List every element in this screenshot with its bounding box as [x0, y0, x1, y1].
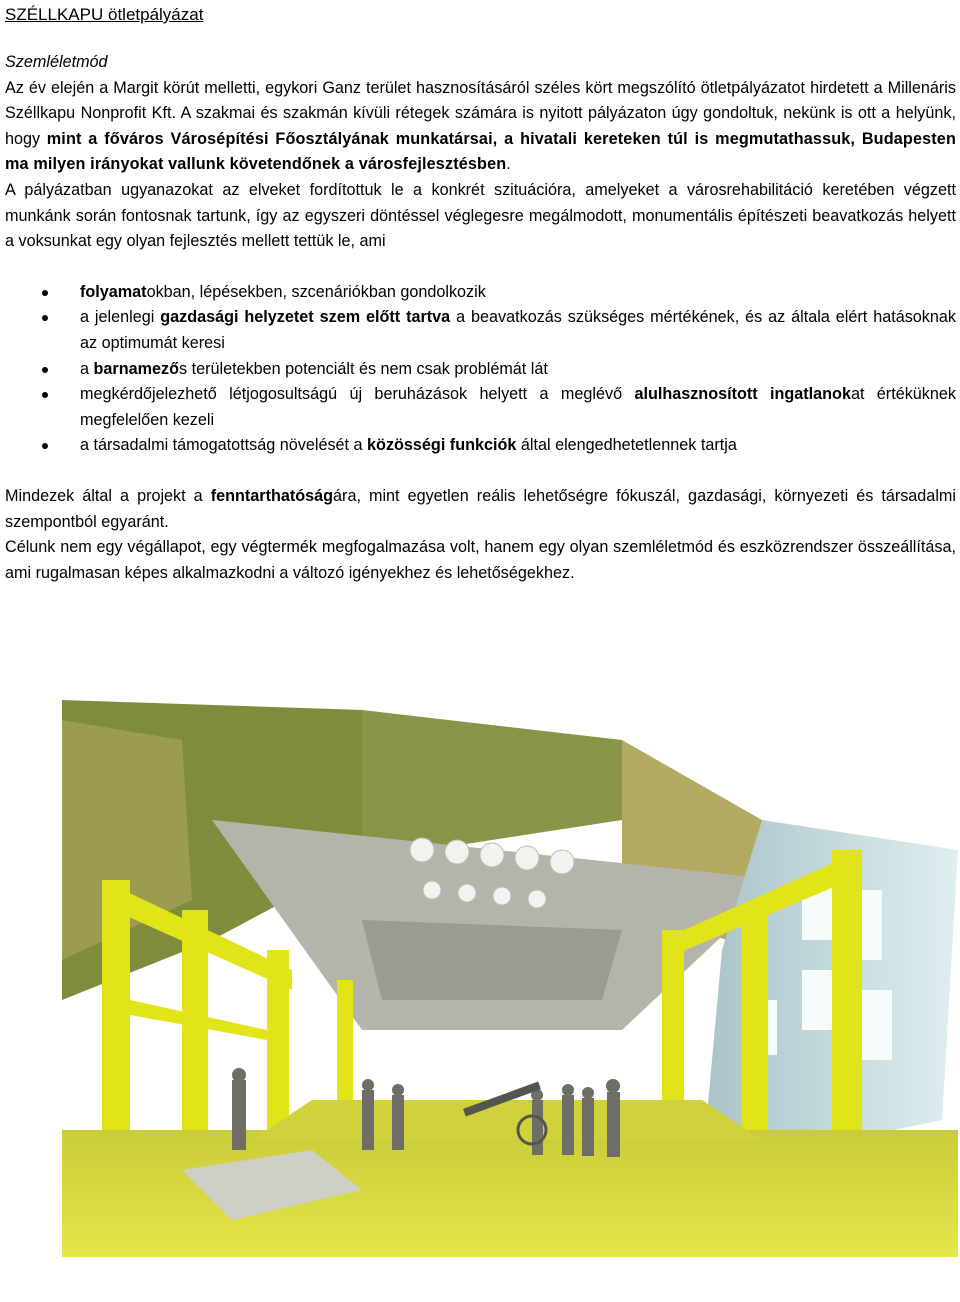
- ceiling-beam: [362, 920, 622, 1000]
- list-item-text: a jelenlegi: [80, 308, 161, 327]
- list-item-text: a társadalmi támogatottság növelését a: [80, 436, 368, 455]
- bullet-icon: [42, 315, 48, 321]
- foliage-panel-top: [362, 710, 622, 860]
- bullet-icon: [42, 443, 48, 449]
- list-item-text: s területekben potenciált és nem csak problémát lát: [178, 359, 548, 378]
- list-item: [5, 382, 956, 433]
- list-item-bold: gazdasági helyzetet szem előtt tartva: [160, 308, 451, 327]
- list-item-text: megkérdőjelezhető létjogosultságú új beruházások helyett a meglévő: [80, 385, 635, 404]
- list-item-bold: alulhasznosított ingatlanok: [634, 385, 851, 404]
- list-item-text: okban, lépésekben, szcenáriókban gondolkozik: [146, 282, 486, 301]
- list-item-text: at értéküknek megfelelően kezeli: [80, 385, 956, 429]
- architectural-rendering: [62, 700, 958, 1257]
- bullet-icon: [42, 290, 48, 296]
- rendering-canvas: [62, 700, 958, 1257]
- list-item: [5, 433, 956, 459]
- principles-list: [5, 280, 956, 459]
- bullet-icon: [42, 392, 48, 398]
- list-item-text: a: [80, 359, 94, 378]
- intro-paragraph: [5, 76, 956, 178]
- list-item: [5, 357, 956, 383]
- principles-paragraph: A pályázatban ugyanazokat az elveket fordítottuk le a konkrét szituációra, amelyeket a városrehabilitáció keretében végzett munkánk során fontosnak tartunk, így az egyszeri döntéssel véglegesre megálmodott, monumentális építészeti beavatkozás helyett a voksunkat egy olyan fejlesztés mellett tettük le, ami: [5, 180, 956, 251]
- floor-horizon: [252, 1100, 762, 1140]
- list-item-bold: folyamat: [80, 282, 147, 301]
- goal-paragraph: Célunk nem egy végállapot, egy végtermék megfogalmazása volt, hanem egy olyan szemléletmód és eszközrendszer összeállítása, ami rugalmasan képes alkalmazkodni a változó igényekhez és lehetőségekhez.: [5, 538, 956, 582]
- list-item-bold: barnamező: [93, 359, 179, 378]
- page-title: SZÉLLKAPU ötletpályázat: [5, 5, 204, 24]
- list-item: [5, 280, 956, 306]
- sustainability-paragraph: [5, 484, 956, 535]
- intro-emphasis: mint a főváros Városépítési Főosztályának munkatársai, a hivatali kereteken túl is megmutathassuk, Budapesten ma milyen irányokat vallunk követendőnek a városfejlesztésben: [5, 129, 956, 174]
- sustainability-rest: ára, mint egyetlen reális lehetőségre fókuszál, gazdasági, környezeti és társadalmi szempontból egyaránt.: [5, 486, 956, 531]
- list-item-text: által elengedhetetlennek tartja: [516, 436, 737, 455]
- list-item-text: a beavatkozás szükséges mértékének, és az általa elért hatásoknak az optimumát keresi: [80, 308, 956, 352]
- list-item: [5, 305, 956, 356]
- sustainability-text: Mindezek által a projekt a: [5, 486, 211, 505]
- intro-text: Az év elején a Margit körút melletti, egykori Ganz terület hasznosításáról széles kört megszólító ötletpályázatot hirdetett a Millenáris Széllkapu Nonprofit Kft. A szakmai és szakmán kívüli rétegek számára is nyitott pályázaton úgy gondoltuk, nekünk is ott a helyünk, hogy: [5, 78, 956, 148]
- floor: [62, 1130, 958, 1257]
- intro-end: .: [506, 155, 511, 174]
- sustainability-bold: fenntarthatóság: [210, 486, 334, 505]
- section-subtitle: Szemléletmód: [5, 53, 108, 71]
- bullet-icon: [42, 367, 48, 373]
- document: [5, 2, 956, 586]
- list-item-bold: közösségi funkciók: [367, 436, 517, 455]
